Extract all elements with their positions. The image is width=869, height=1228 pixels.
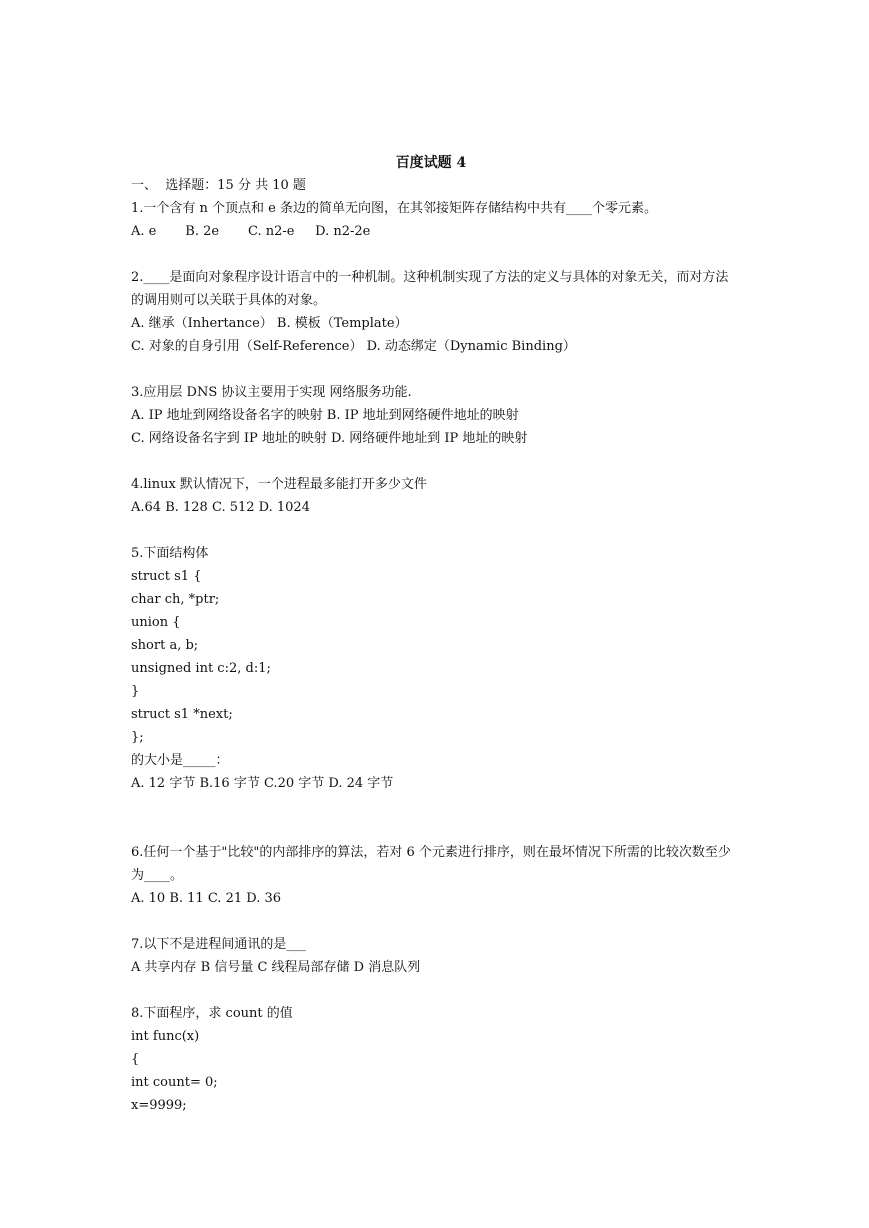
question-2-options-cd: C. 对象的自身引用（Self-Reference） D. 动态绑定（Dynamic Binding） bbox=[131, 339, 576, 354]
document-page bbox=[131, 152, 741, 1117]
question-3-options-cd: C. 网络设备名字到 IP 地址的映射 D. 网络硬件地址到 IP 地址的映射 bbox=[131, 431, 528, 446]
question-6-stem: 6.任何一个基于"比较"的内部排序的算法，若对 6 个元素进行排序，则在最坏情况下所需的比较次数至少为____。 bbox=[131, 845, 731, 883]
question-4-options: A.64 B. 128 C. 512 D. 1024 bbox=[131, 500, 310, 515]
question-2-options-ab: A. 继承（Inhertance） B. 模板（Template） bbox=[131, 316, 408, 331]
code-line: struct s1 *next; bbox=[131, 707, 233, 722]
code-line: }; bbox=[131, 730, 144, 745]
code-line: char ch, *ptr; bbox=[131, 592, 220, 607]
question-6-options: A. 10 B. 11 C. 21 D. 36 bbox=[131, 891, 282, 906]
code-line: { bbox=[131, 1052, 140, 1067]
question-5-stem: 5.下面结构体 bbox=[131, 546, 209, 561]
code-line: union { bbox=[131, 615, 181, 630]
code-line: } bbox=[131, 684, 140, 699]
question-7-options: A 共享内存 B 信号量 C 线程局部存储 D 消息队列 bbox=[131, 960, 421, 975]
question-3-stem: 3.应用层 DNS 协议主要用于实现 网络服务功能. bbox=[131, 385, 412, 400]
question-4-stem: 4.linux 默认情况下，一个进程最多能打开多少文件 bbox=[131, 477, 427, 492]
section-heading: 一、 选择题：15 分 共 10 题 bbox=[131, 178, 306, 193]
code-line: struct s1 { bbox=[131, 569, 202, 584]
code-line: x=9999; bbox=[131, 1098, 187, 1113]
code-line: unsigned int c:2, d:1; bbox=[131, 661, 271, 676]
question-5-question: 的大小是_____： bbox=[131, 753, 229, 768]
code-line: short a, b; bbox=[131, 638, 199, 653]
question-7-stem: 7.以下不是进程间通讯的是___ bbox=[131, 937, 306, 952]
question-1-options: A. e B. 2e C. n2-e D. n2-2e bbox=[131, 224, 371, 239]
question-8-stem: 8.下面程序，求 count 的值 bbox=[131, 1006, 293, 1021]
question-5-options: A. 12 字节 B.16 字节 C.20 字节 D. 24 字节 bbox=[131, 776, 394, 791]
question-3-options-ab: A. IP 地址到网络设备名字的映射 B. IP 地址到网络硬件地址的映射 bbox=[131, 408, 519, 423]
question-1-stem: 1.一个含有 n 个顶点和 e 条边的简单无向图，在其邻接矩阵存储结构中共有____个零元素。 bbox=[131, 201, 657, 216]
code-line: int count= 0; bbox=[131, 1075, 218, 1090]
code-line: int func(x) bbox=[131, 1029, 200, 1044]
page-title: 百度试题 4 bbox=[395, 155, 467, 171]
question-2-stem: 2.____是面向对象程序设计语言中的一种机制。这种机制实现了方法的定义与具体的对象无关，而对方法的调用则可以关联于具体的对象。 bbox=[131, 270, 729, 308]
